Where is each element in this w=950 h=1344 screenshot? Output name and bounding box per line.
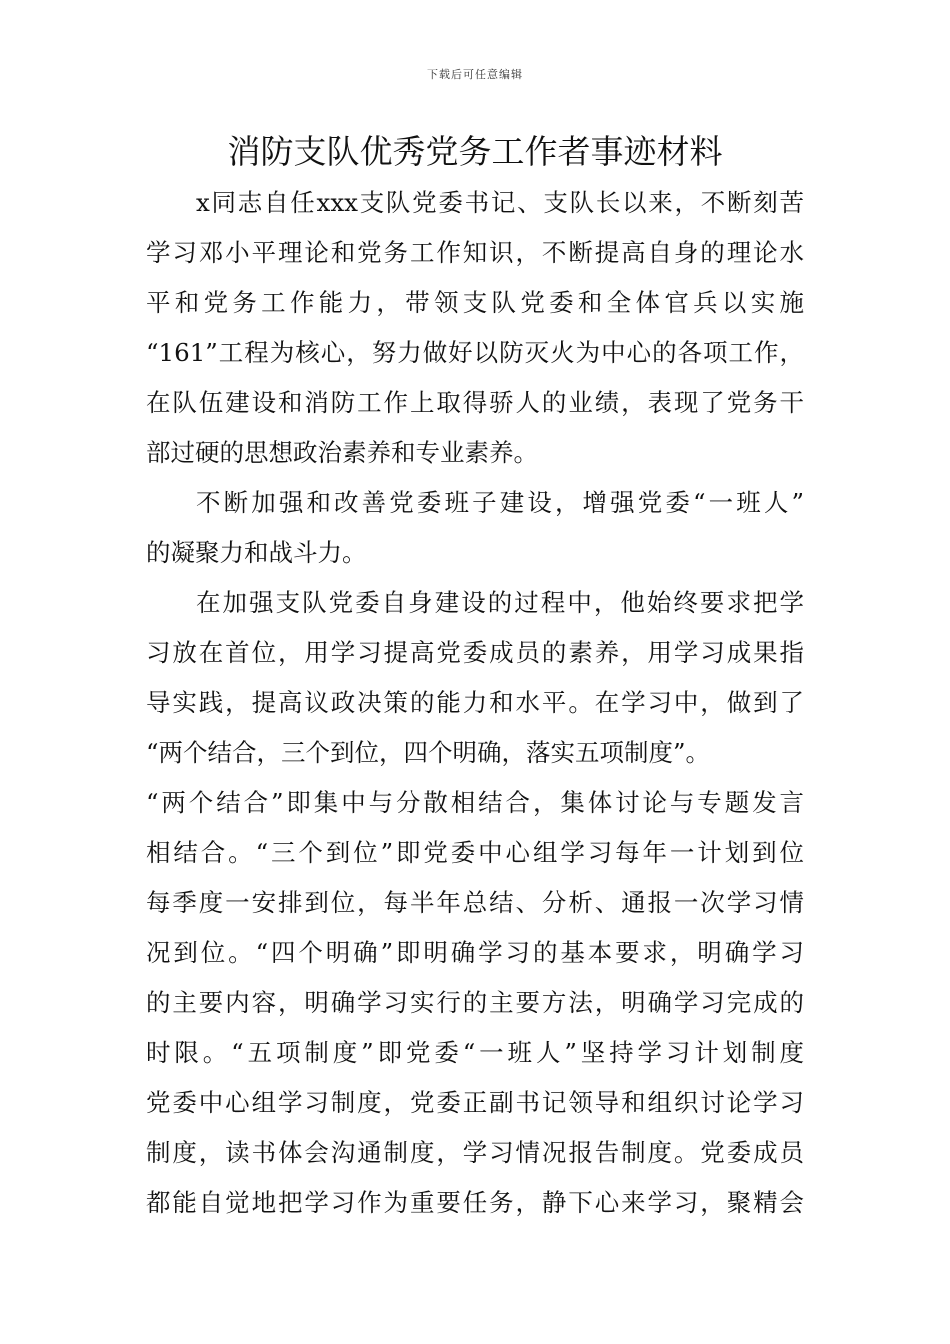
header-note: 下载后可任意编辑 (427, 68, 523, 81)
text-line: “161”工程为核心，努力做好以防灭火为中心的各项工作， (146, 338, 804, 367)
paragraph (146, 178, 804, 478)
text-line: “两个结合，三个到位，四个明确，落实五项制度”。 (146, 738, 711, 767)
text-line: 在加强支队党委自身建设的过程中，他始终要求把学 (196, 588, 804, 617)
text-line: 的凝聚力和战斗力。 (146, 538, 367, 567)
text-line: 都能自觉地把学习作为重要任务，静下心来学习，聚精会 (146, 1188, 804, 1217)
text-line: 平和党务工作能力，带领支队党委和全体官兵以实施 (146, 288, 804, 317)
text-line: 导实践，提高议政决策的能力和水平。在学习中，做到了 (146, 688, 804, 717)
text-line: 学习邓小平理论和党务工作知识，不断提高自身的理论水 (146, 238, 804, 267)
text-line: 相结合。“三个到位”即党委中心组学习每年一计划到位 (146, 838, 804, 867)
text-line: 在队伍建设和消防工作上取得骄人的业绩，表现了党务干 (146, 388, 804, 417)
text-line: x同志自任xxx支队党委书记、支队长以来，不断刻苦 (196, 188, 804, 217)
text-line: 习放在首位，用学习提高党委成员的素养，用学习成果指 (146, 638, 804, 667)
text-line: 的主要内容，明确学习实行的主要方法，明确学习完成的 (146, 988, 804, 1017)
paragraph (146, 578, 804, 1228)
text-line: 时限。“五项制度”即党委“一班人”坚持学习计划制度 (146, 1038, 804, 1067)
paragraph (146, 478, 804, 578)
text-line: “两个结合”即集中与分散相结合，集体讨论与专题发言 (146, 788, 804, 817)
text-line: 部过硬的思想政治素养和专业素养。 (146, 438, 538, 467)
text-line: 每季度一安排到位，每半年总结、分析、通报一次学习情 (146, 888, 804, 917)
document-body (146, 178, 804, 1228)
text-line: 况到位。“四个明确”即明确学习的基本要求，明确学习 (146, 938, 804, 967)
text-line: 不断加强和改善党委班子建设，增强党委“一班人” (196, 488, 804, 517)
text-line: 制度，读书体会沟通制度，学习情况报告制度。党委成员 (146, 1138, 804, 1167)
document-title: 消防支队优秀党务工作者事迹材料 (227, 132, 723, 171)
text-line: 党委中心组学习制度，党委正副书记领导和组织讨论学习 (146, 1088, 804, 1117)
